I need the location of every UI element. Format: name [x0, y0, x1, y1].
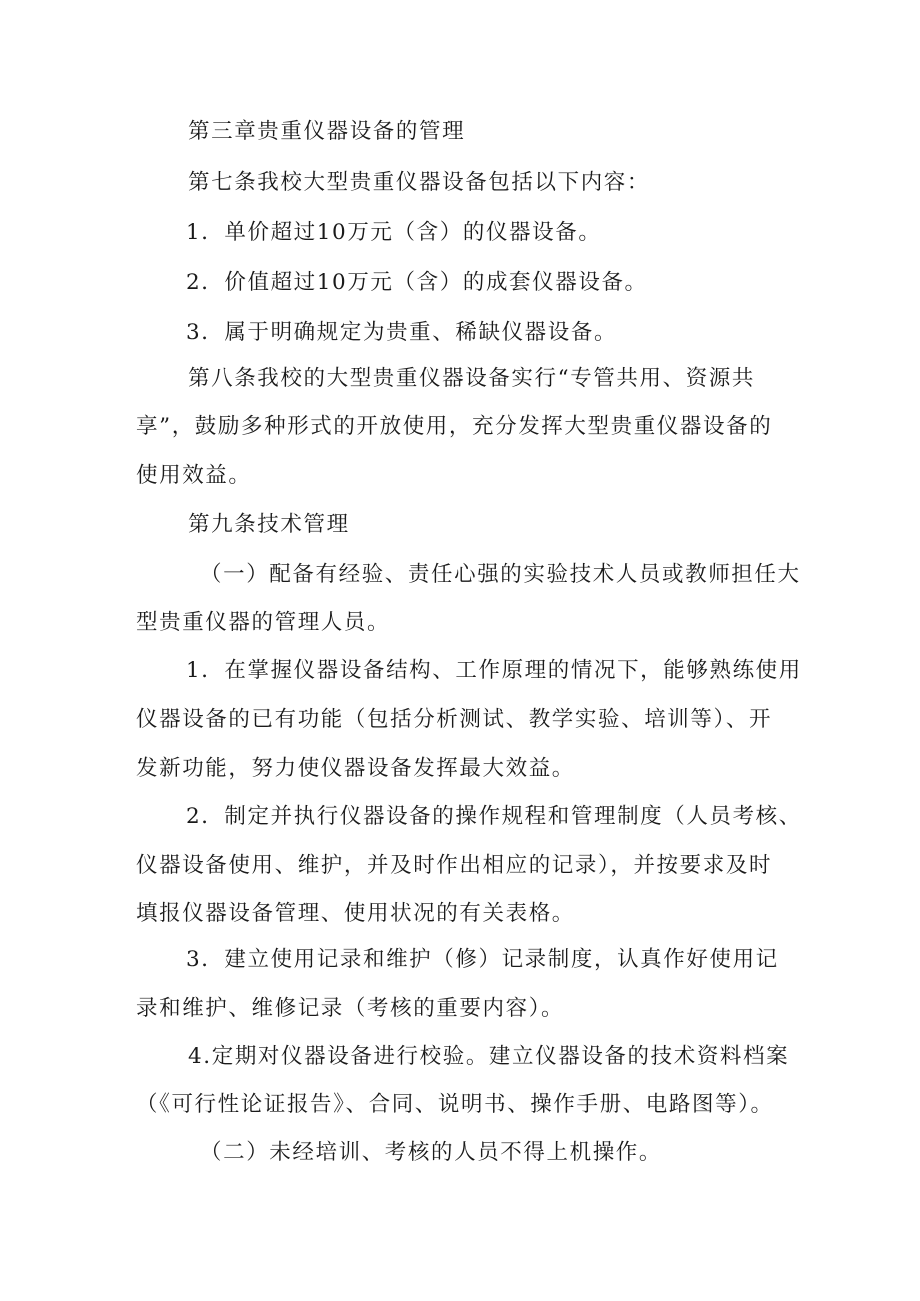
article9-item2-line-3: 填报仪器设备管理、使用状况的有关表格。 [136, 901, 575, 926]
article8-line-3: 使用效益。 [136, 463, 252, 488]
article9-item4-line-2: （《可行性论证报告》、合同、说明书、操作手册、电路图等）。 [136, 1092, 774, 1117]
article7-item-1: 1．单价超过10万元（含）的仪器设备。 [186, 220, 602, 245]
article9-item1-line-3: 发新功能，努力使仪器设备发挥最大效益。 [136, 756, 575, 781]
article9-section2: （二）未经培训、考核的人员不得上机操作。 [200, 1140, 663, 1165]
article9-section1-line-2: 型贵重仪器的管理人员。 [136, 610, 391, 635]
article9-section1-line-1: （一）配备有经验、责任心强的实验技术人员或教师担任大 [200, 562, 801, 587]
article7-heading: 第七条我校大型贵重仪器设备包括以下内容： [188, 170, 651, 195]
article9-item1-line-1: 1．在掌握仪器设备结构、工作原理的情况下，能够熟练使用 [186, 658, 802, 683]
chapter-title: 第三章贵重仪器设备的管理 [188, 119, 466, 144]
article8-line-1: 第八条我校的大型贵重仪器设备实行“专管共用、资源共 [188, 366, 755, 391]
article9-item3-line-2: 录和维护、维修记录（考核的重要内容）。 [136, 996, 565, 1021]
article9-item4-line-1: 4.定期对仪器设备进行校验。建立仪器设备的技术资料档案 [188, 1044, 790, 1069]
article9-item1-line-2: 仪器设备的已有功能（包括分析测试、教学实验、培训等）、开 [136, 707, 773, 732]
article7-item-2: 2．价值超过10万元（含）的成套仪器设备。 [186, 270, 648, 295]
article9-item3-line-1: 3．建立使用记录和维护（修）记录制度，认真作好使用记 [186, 947, 779, 972]
article9-item2-line-1: 2．制定并执行仪器设备的操作规程和管理制度（人员考核、 [186, 804, 802, 829]
article9-heading: 第九条技术管理 [188, 512, 350, 537]
article9-item2-line-2: 仪器设备使用、维护，并及时作出相应的记录），并按要求及时 [136, 853, 773, 878]
article8-line-2: 享”，鼓励多种形式的开放使用，充分发挥大型贵重仪器设备的 [136, 414, 773, 439]
article7-item-3: 3．属于明确规定为贵重、稀缺仪器设备。 [186, 320, 618, 345]
